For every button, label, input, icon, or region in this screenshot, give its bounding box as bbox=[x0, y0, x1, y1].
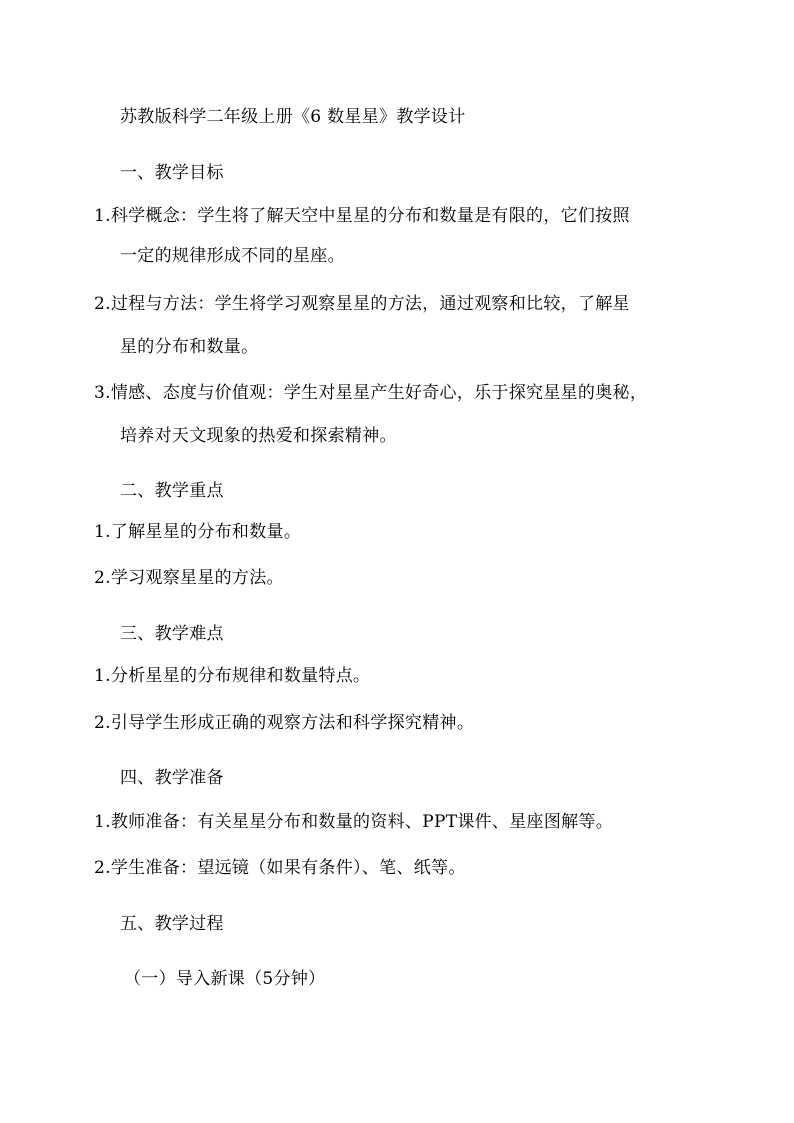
section-heading-process: 五、教学过程 bbox=[120, 914, 224, 934]
preparation-item-2: 2.学生准备：望远镜（如果有条件）、笔、纸等。 bbox=[94, 858, 466, 878]
difficulty-item-1: 1.分析星星的分布规律和数量特点。 bbox=[94, 666, 371, 686]
objective-item-2: 2.过程与方法：学生将学习观察星星的方法，通过观察和比较，了解星 bbox=[94, 294, 630, 314]
section-heading-key-points: 二、教学重点 bbox=[120, 481, 224, 501]
section-heading-difficulties: 三、教学难点 bbox=[120, 624, 224, 644]
preparation-item-1: 1.教师准备：有关星星分布和数量的资料、PPT课件、星座图解等。 bbox=[94, 812, 614, 832]
document-title: 苏教版科学二年级上册《6 数星星》教学设计 bbox=[120, 107, 466, 127]
objective-item-3: 3.情感、态度与价值观：学生对星星产生好奇心，乐于探究星星的奥秘， bbox=[94, 383, 648, 403]
section-heading-preparation: 四、教学准备 bbox=[120, 768, 224, 788]
objective-item-3-continuation: 培养对天文现象的热爱和探索精神。 bbox=[120, 426, 397, 446]
key-point-item-1: 1.了解星星的分布和数量。 bbox=[94, 522, 302, 542]
section-heading-objectives: 一、教学目标 bbox=[120, 163, 224, 183]
objective-item-2-continuation: 星的分布和数量。 bbox=[120, 337, 259, 357]
difficulty-item-2: 2.引导学生形成正确的观察方法和科学探究精神。 bbox=[94, 713, 475, 733]
process-subheading-intro: （一）导入新课（5分钟） bbox=[124, 969, 326, 989]
objective-item-1-continuation: 一定的规律形成不同的星座。 bbox=[120, 246, 345, 266]
key-point-item-2: 2.学习观察星星的方法。 bbox=[94, 568, 284, 588]
objective-item-1: 1.科学概念：学生将了解天空中星星的分布和数量是有限的，它们按照 bbox=[94, 206, 630, 226]
